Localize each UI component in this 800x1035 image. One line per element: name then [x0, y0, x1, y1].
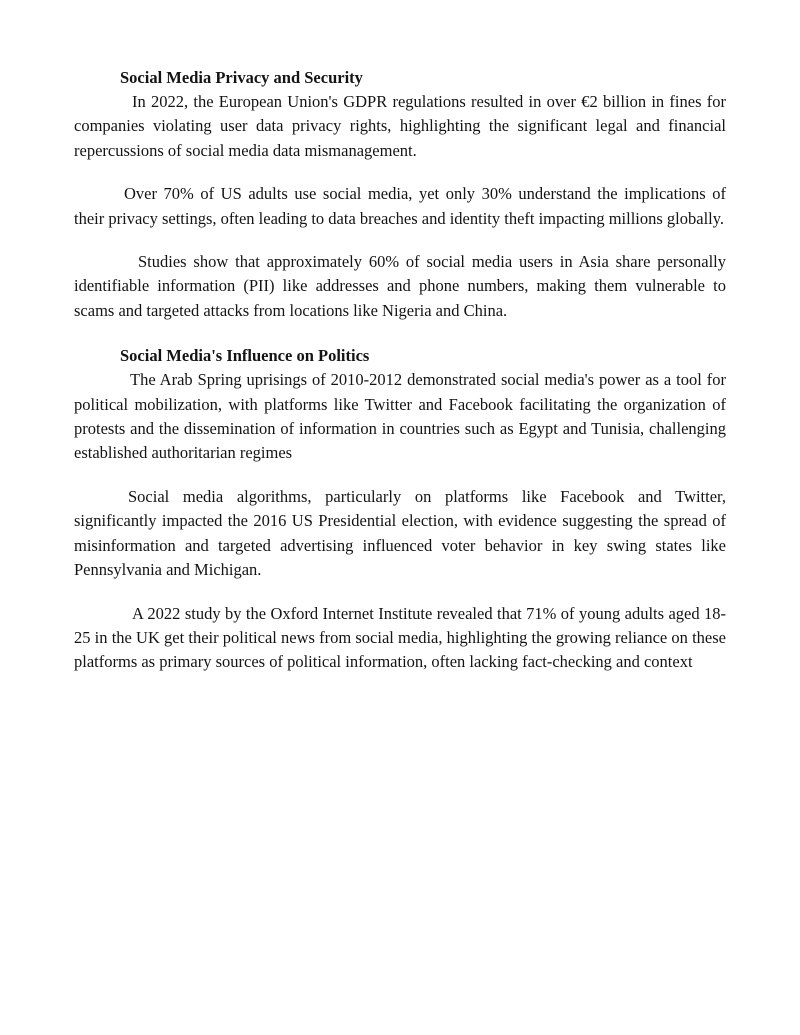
section-heading: Social Media Privacy and Security: [120, 68, 363, 87]
paragraph: Social media algorithms, particularly on platforms like Facebook and Twitter, significantly impacted the 2016 US Presidential election, with evidence suggesting the spread of misinformation and targeted advertising influenced voter behavior in key swing states like Pennsylvania and Michigan.: [74, 486, 726, 580]
paragraph: Studies show that approximately 60% of social media users in Asia share personally identifiable information (PII) like addresses and phone numbers, making them vulnerable to scams and targeted attacks from locations like Nigeria and China.: [74, 252, 726, 320]
section-heading: Social Media's Influence on Politics: [120, 346, 370, 366]
paragraph: In 2022, the European Union's GDPR regulations resulted in over €2 billion in fines for companies violating user data privacy rights, highlighting the significant legal and financial repercussions of social media data mismanagement.: [74, 92, 726, 160]
section-politics-influence: [74, 344, 726, 674]
document-page: [74, 66, 726, 694]
section-privacy-security: [74, 66, 726, 323]
paragraph: Over 70% of US adults use social media, yet only 30% understand the implications of their privacy settings, often leading to data breaches and identity theft impacting millions globally.: [74, 184, 726, 228]
paragraph: The Arab Spring uprisings of 2010-2012 demonstrated social media's power as a tool for political mobilization, with platforms like Twitter and Facebook facilitating the organization of protests and the dissemination of information in countries such as Egypt and Tunisia, challenging established authoritarian regimes: [74, 370, 726, 463]
paragraph: A 2022 study by the Oxford Internet Institute revealed that 71% of young adults aged 18-25 in the UK get their political news from social media, highlighting the growing reliance on these platforms as primary sources of political information, often lacking fact-checking and context: [74, 603, 726, 672]
